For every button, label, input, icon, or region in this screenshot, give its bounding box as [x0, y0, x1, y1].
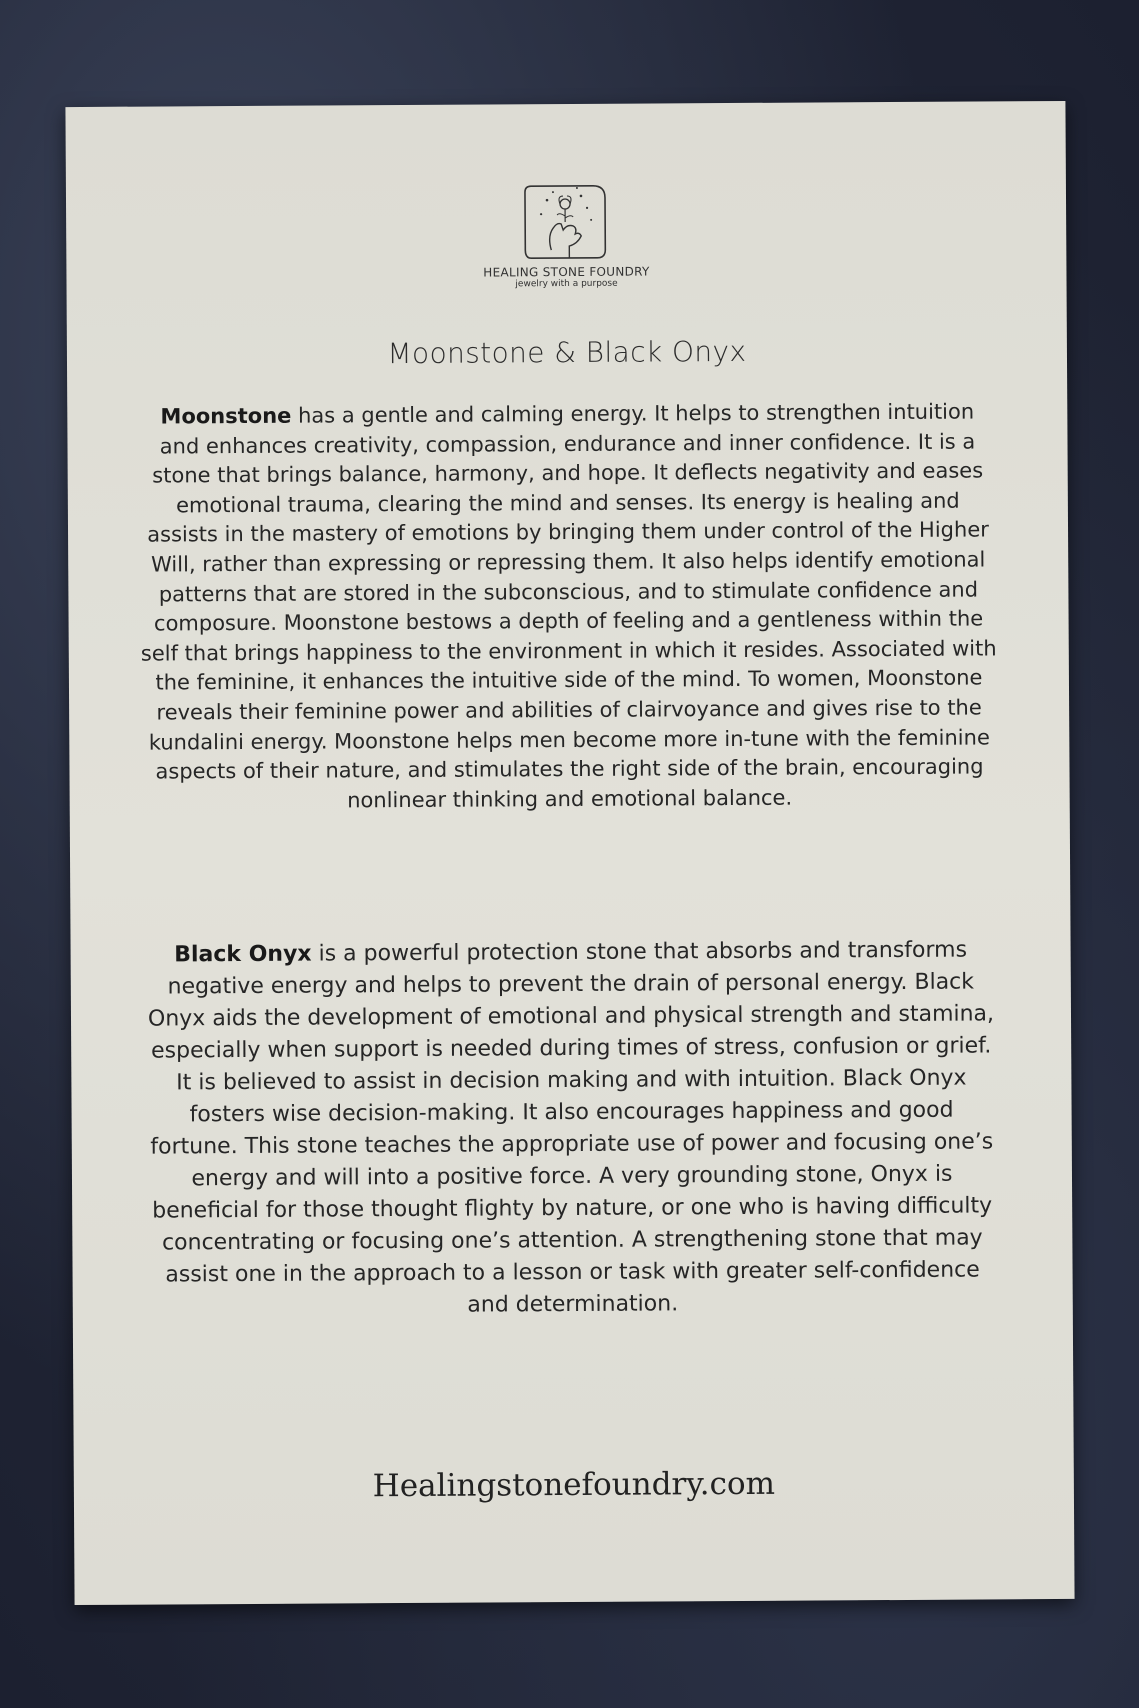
info-card	[65, 101, 1074, 1605]
brand-logo	[66, 181, 1067, 293]
card-title: Moonstone & Black Onyx	[387, 334, 747, 371]
brand-name: HEALING STONE FOUNDRY	[483, 264, 650, 280]
black-onyx-paragraph	[143, 934, 1001, 1323]
black-onyx-description: is a powerful protection stone that absorbs and transforms negative energy and helps to prevent the drain of personal energy. Black Onyx aids the development of emotional and physical strength and stamina, especially when support is needed during times of stress, confusion or grief. It is believed to assist in decision making and with intuition. Black Onyx fosters wise decision-making. It also encourages happiness and good fortune. This stone teaches the appropriate use of power and focusing one’s energy and will into a positive force. A very grounding stone, Onyx is beneficial for those thought flighty by nature, or one who is having difficulty concentrating or focusing one’s attention. A strengthening stone that may assist one in the approach to a lesson or task with greater self-confidence and determination.	[147, 937, 995, 1318]
moonstone-paragraph	[139, 397, 998, 817]
moonstone-description: has a gentle and calming energy. It helps to strengthen intuition and enhances creativity, compassion, endurance and inner confidence. It is a stone that brings balance, harmony, and hope. It deflects negativity and eases emotional trauma, clearing the mind and senses. Its energy is healing and assists in the mastery of emotions by bringing them under control of the Higher Will, rather than expressing or repressing them. It also helps identify emotional patterns that are stored in the subconscious, and to stimulate confidence and composure. Moonstone bestows a depth of feeling and a gentleness within the self that brings happiness to the environment in which it resides. Associated with the feminine, it enhances the intuitive side of the mind. To women, Moonstone reveals their feminine power and abilities of clairvoyance and gives rise to the kundalini energy. Moonstone helps men become more in-tune with the feminine aspects of their nature, and stimulates the right side of the brain, encouraging nonlinear thinking and emotional balance.	[140, 399, 997, 813]
website-url: Healingstonefoundry.com	[372, 1465, 776, 1505]
moonstone-name: Moonstone	[160, 403, 292, 429]
hand-holding-flower-icon	[517, 184, 615, 261]
brand-tagline: jewelry with a purpose	[515, 278, 618, 290]
black-onyx-name: Black Onyx	[174, 941, 312, 968]
